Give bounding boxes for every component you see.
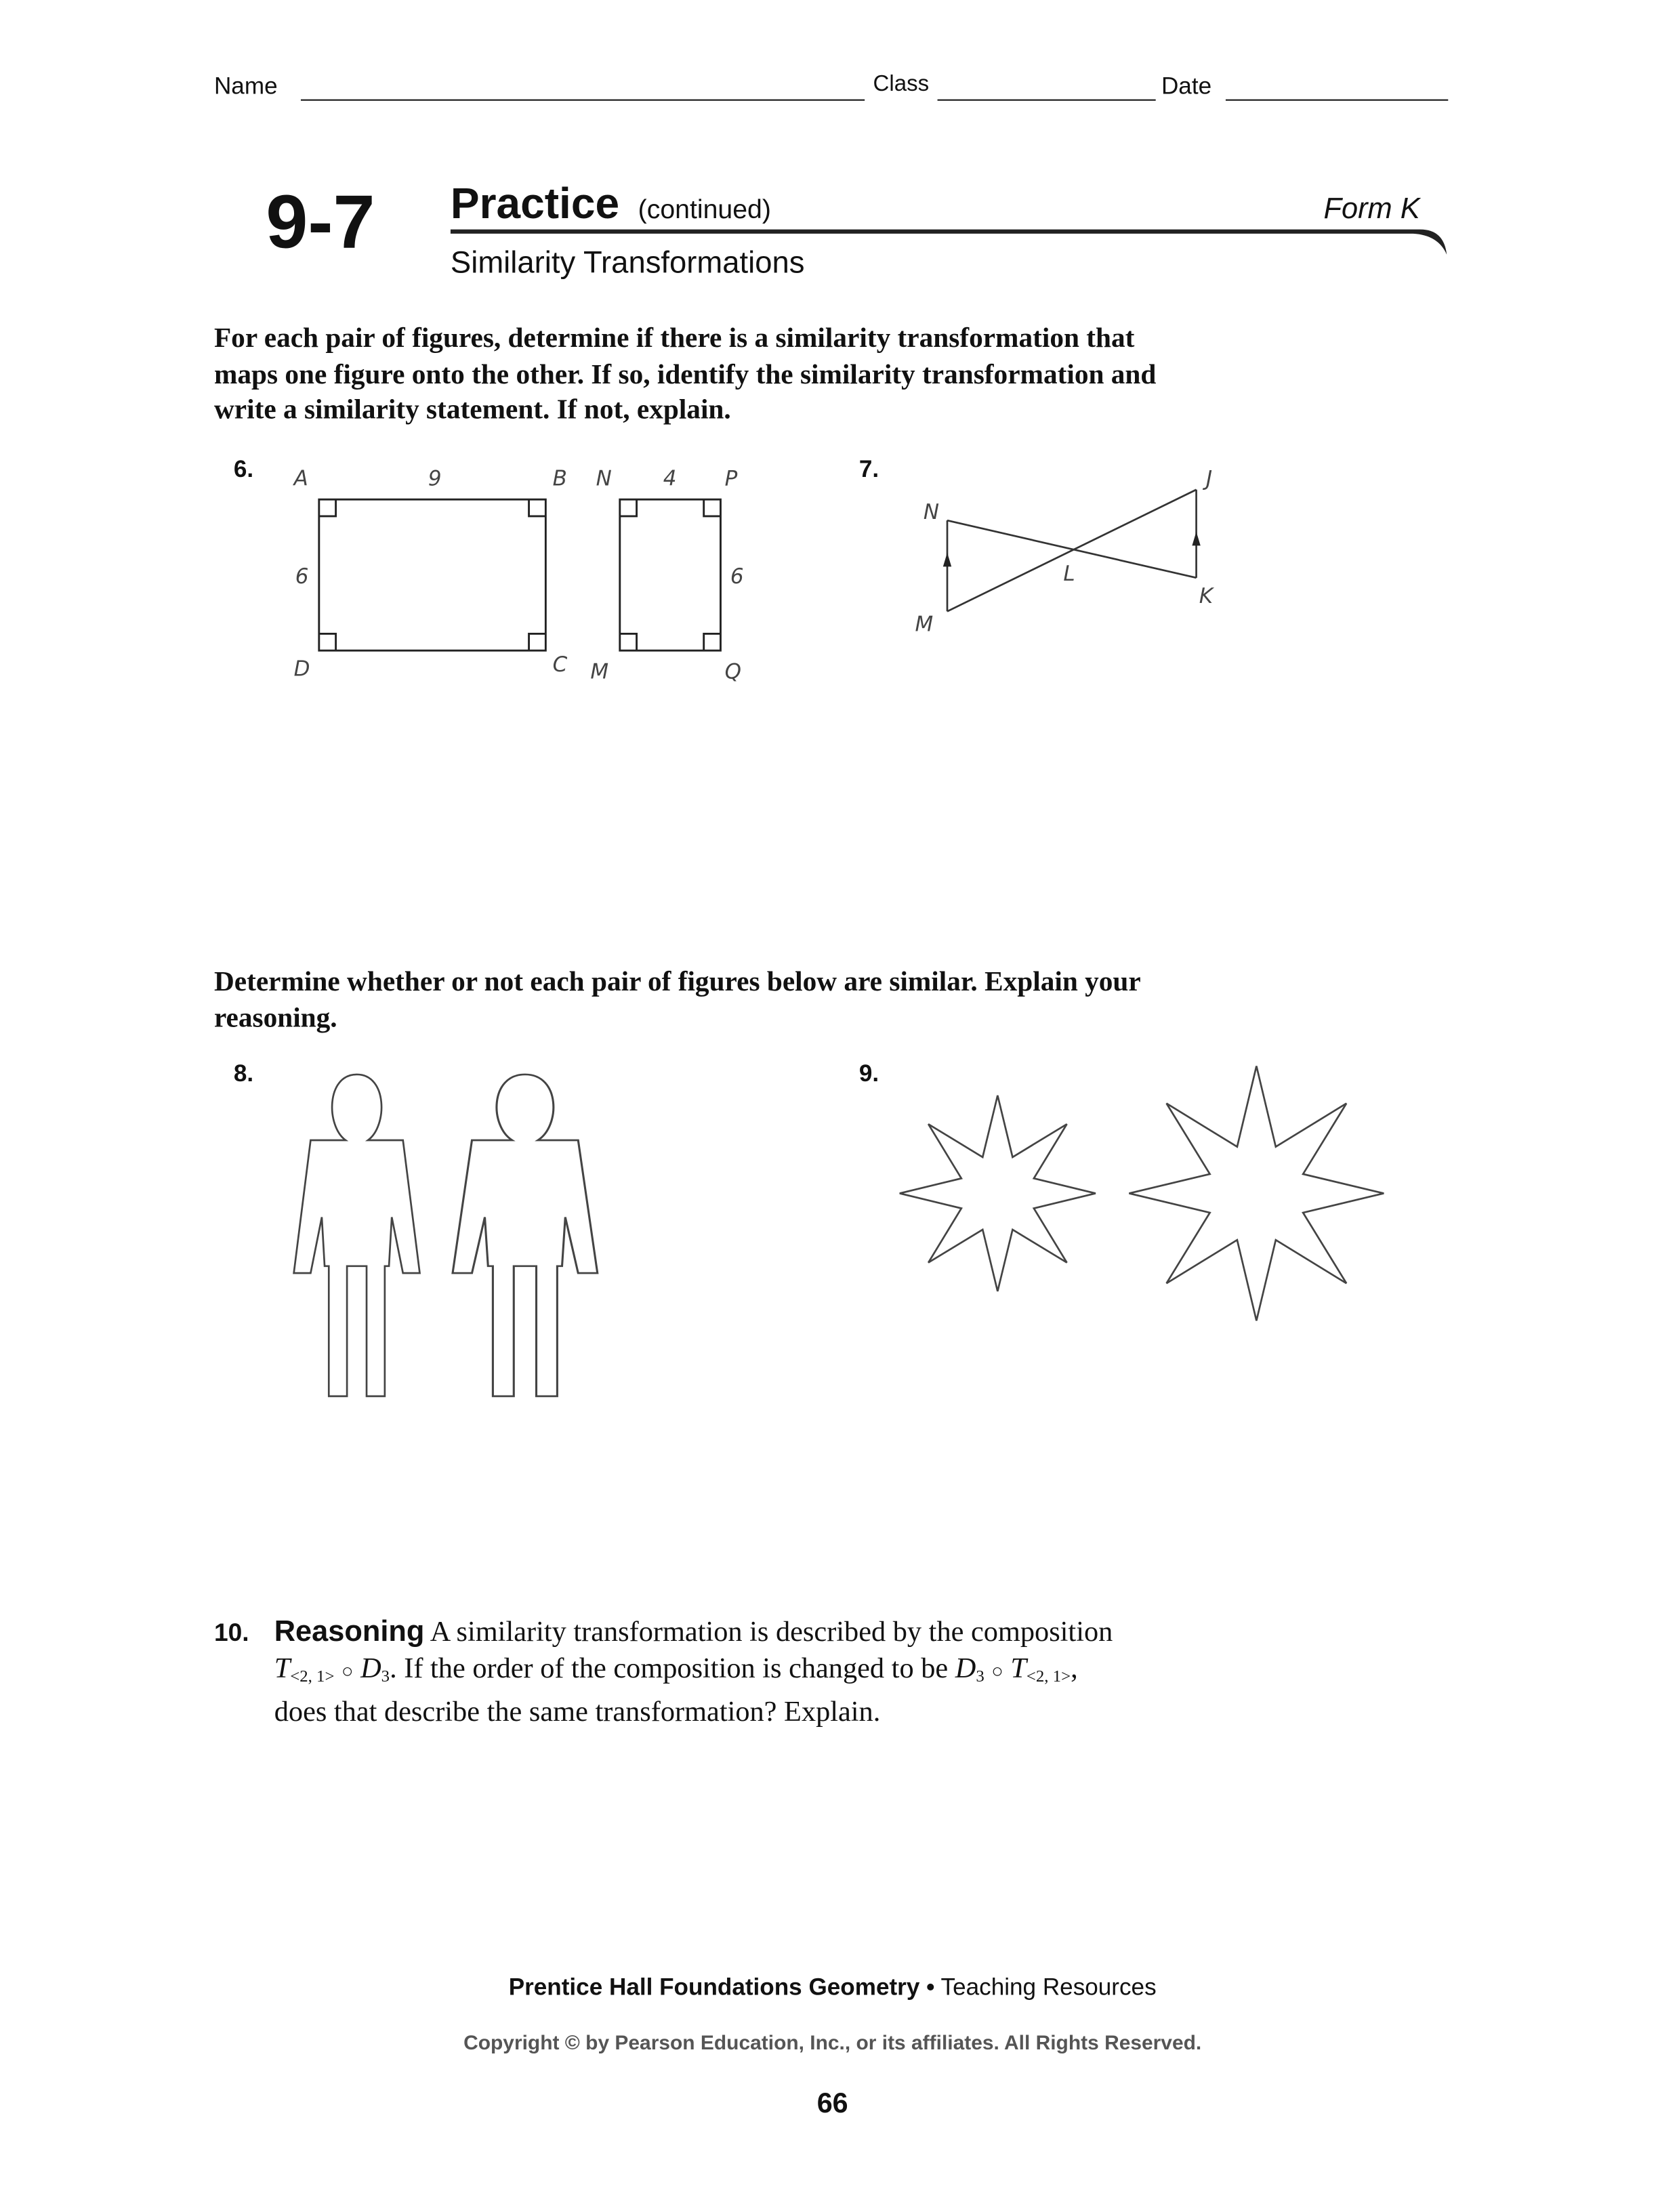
problem-8-number: 8. — [233, 1060, 254, 1087]
book-title: Prentice Hall Foundations Geometry — [508, 1974, 920, 2001]
section2-instructions — [214, 965, 1141, 1037]
math-t: T — [274, 1653, 291, 1685]
form-label: Form K — [1323, 192, 1420, 226]
star-small — [900, 1095, 1096, 1291]
page-number: 66 — [816, 2089, 848, 2120]
compose-symbol: ○ — [341, 1662, 354, 1684]
date-field[interactable] — [1226, 100, 1448, 101]
person-outline-small — [294, 1074, 420, 1396]
instruction-line: Determine whether or not each pair of figures below are similar. Explain your — [213, 966, 1141, 998]
class-label: Class — [873, 72, 930, 97]
vertex-label-n: N — [923, 500, 940, 525]
problem-8-people-figure — [280, 1063, 616, 1406]
copyright: Copyright © by Pearson Education, Inc., or its affiliates. All Rights Reserved. — [463, 2032, 1202, 2056]
rectangle-npqm — [620, 499, 721, 650]
side-label-ad: 6 — [295, 564, 309, 589]
side-label-pq: 6 — [730, 564, 744, 589]
problem-6-rectangles-figure — [266, 455, 783, 692]
side-label-np: 4 — [663, 466, 677, 491]
vertex-label-m: M — [915, 612, 934, 637]
math-d: D — [955, 1653, 976, 1685]
star-large — [1129, 1066, 1384, 1321]
date-label: Date — [1161, 72, 1212, 100]
punctuation: , — [1071, 1653, 1078, 1685]
section1-instructions — [214, 322, 1156, 429]
problem-6-number: 6. — [233, 456, 254, 483]
bullet: • — [926, 1974, 935, 2001]
instruction-line: For each pair of figures, determine if there is a similarity transformation that — [213, 323, 1135, 354]
instruction-line: write a similarity statement. If not, explain. — [213, 394, 731, 425]
subtitle: Similarity Transformations — [450, 245, 805, 280]
person-outline-large — [453, 1074, 598, 1396]
math-d-sub: 3 — [976, 1666, 984, 1686]
class-field[interactable] — [938, 100, 1156, 101]
resource-label: Teaching Resources — [940, 1974, 1157, 2001]
question-text: does that describe the same transformation? Explain. — [274, 1696, 881, 1728]
lesson-number: 9-7 — [266, 180, 375, 265]
question-text: A similarity transformation is described by the composition — [430, 1617, 1113, 1648]
vertex-label-c: C — [552, 652, 568, 677]
vertex-label-b: B — [552, 466, 567, 491]
vertex-label-q: Q — [724, 659, 742, 684]
rectangle-abcd — [319, 499, 546, 650]
math-t-sub: <2, 1> — [1026, 1666, 1071, 1686]
vertex-label-l: L — [1063, 561, 1075, 586]
continued-label: (continued) — [638, 196, 771, 226]
vertex-label-k: K — [1199, 584, 1214, 609]
vertex-label-n: N — [596, 466, 612, 491]
problem-9-stars-figure — [882, 1056, 1413, 1336]
vertex-label-a: A — [293, 466, 308, 491]
question-text: . If the order of the composition is changed to be — [390, 1653, 955, 1685]
math-d-sub: 3 — [381, 1666, 390, 1686]
side-label-ab: 9 — [428, 466, 442, 491]
compose-symbol: ○ — [991, 1662, 1003, 1684]
math-t-sub: <2, 1> — [290, 1666, 335, 1686]
reasoning-keyword: Reasoning — [274, 1616, 425, 1648]
vertex-label-j: J — [1206, 466, 1213, 491]
practice-title: Practice — [450, 179, 620, 228]
problem-7-number: 7. — [858, 456, 879, 483]
instruction-line: reasoning. — [213, 1002, 337, 1034]
math-t: T — [1010, 1653, 1027, 1685]
instruction-line: maps one figure onto the other. If so, identify the similarity transformation and — [213, 358, 1157, 390]
vertex-label-d: D — [293, 656, 310, 682]
name-field[interactable] — [301, 100, 865, 101]
problem-7-triangles-figure — [896, 455, 1260, 650]
name-label: Name — [213, 72, 278, 100]
vertex-label-p: P — [724, 466, 738, 491]
footer-credit — [0, 1974, 1665, 2002]
problem-9-number: 9. — [858, 1060, 879, 1087]
vertex-label-m: M — [590, 659, 609, 684]
problem-10 — [214, 1614, 1113, 1730]
math-d: D — [360, 1653, 381, 1685]
problem-10-number: 10. — [213, 1619, 249, 1647]
